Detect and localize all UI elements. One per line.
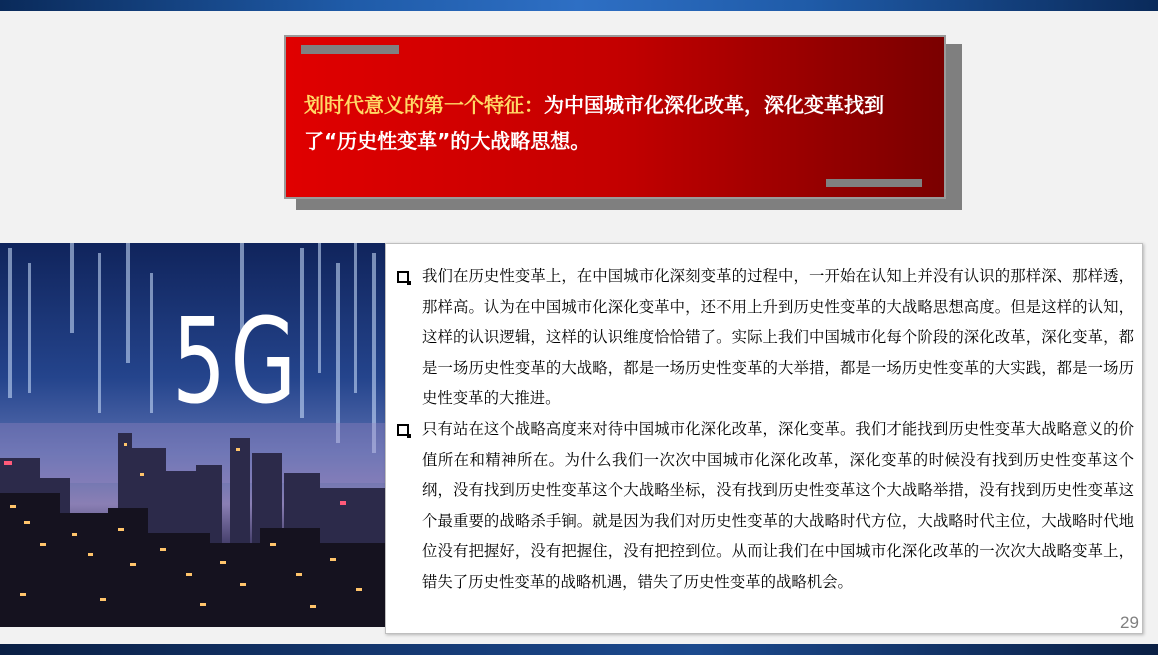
banner-title-highlight: 划时代意义的第一个特征： — [304, 93, 544, 117]
banner-title-text: 为中国城市化深化改革，深化变革找到了“历史性变革”的大战略思想。 — [304, 93, 884, 153]
city-5g-photo — [0, 243, 388, 627]
page-number: 29 — [1120, 613, 1139, 632]
top-decor-bar — [0, 0, 1158, 11]
content-paragraph-1: 我们在历史性变革上，在中国城市化深刻变革的过程中，一开始在认知上并没有认识的那样深、那样透，那样高。认为在中国城市化深化变革中，还不用上升到历史性变革的大战略思想高度。但是这样的认知，这样的认识逻辑，这样的认识维度恰恰错了。实际上我们中国城市化每个阶段的深化改革，深化变革，都是一场历史性变革的大战略，都是一场历史性变革的大举措，都是一场历史性变革的大实践，都是一场历史性变革的大推进。 — [422, 267, 1134, 408]
bottom-decor-bar — [0, 644, 1158, 655]
5g-label: 5G — [172, 292, 301, 430]
content-text-box — [385, 243, 1143, 634]
banner-decor-bar-bottom — [826, 179, 922, 187]
bullet-square-icon — [397, 271, 409, 283]
bullet-square-icon — [397, 424, 409, 436]
banner-decor-bar-top — [301, 45, 399, 54]
content-paragraph-2: 只有站在这个战略高度来对待中国城市化深化改革，深化变革。我们才能找到历史性变革大战略意义的价值所在和精神所在。为什么我们一次次中国城市化深化改革，深化变革的时候没有找到历史性变革这个纲，没有找到历史性变革这个大战略坐标，没有找到历史性变革这个大战略举措，没有找到历史性变革这个最重要的战略杀手锏。就是因为我们对历史性变革的大战略时代方位，大战略时代主位，大战略时代地位没有把握好，没有把握住，没有把控到位。从而让我们在中国城市化深化改革的一次次大战略变革上，错失了历史性变革的战略机遇，错失了历史性变革的战略机会。 — [422, 420, 1134, 591]
title-banner — [284, 35, 946, 199]
banner-title — [304, 87, 924, 159]
